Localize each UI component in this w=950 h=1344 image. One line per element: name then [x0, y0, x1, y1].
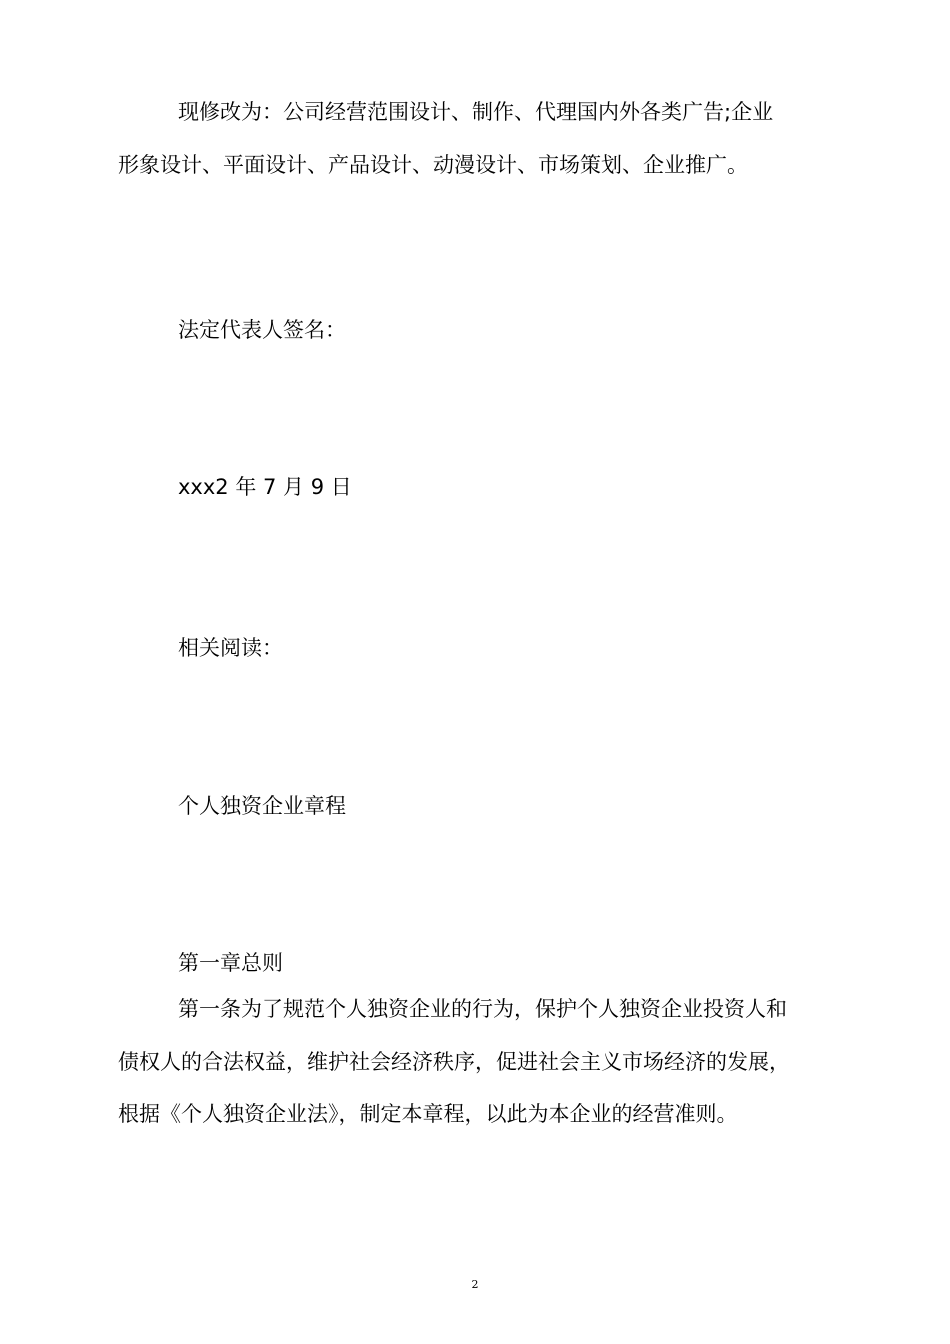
- signature-label: 法定代表人签名：: [178, 318, 346, 342]
- page-number: 2: [471, 1278, 479, 1291]
- article1-line-3: 根据《个人独资企业法》，制定本章程，以此为本企业的经营准则。: [118, 1102, 738, 1126]
- date-line: xxx2 年 7 月 9 日: [178, 475, 352, 499]
- document-title: 个人独资企业章程: [178, 794, 346, 818]
- chapter-heading: 第一章总则: [178, 951, 283, 975]
- article1-line-2: 债权人的合法权益，维护社会经济秩序，促进社会主义市场经济的发展，: [118, 1050, 790, 1074]
- scope-line-2: 形象设计、平面设计、产品设计、动漫设计、市场策划、企业推广。: [118, 153, 748, 177]
- scope-line-1: 现修改为：公司经营范围设计、制作、代理国内外各类广告;企业: [178, 100, 774, 124]
- related-reading-label: 相关阅读：: [178, 636, 283, 660]
- article1-line-1: 第一条为了规范个人独资企业的行为，保护个人独资企业投资人和: [178, 997, 787, 1021]
